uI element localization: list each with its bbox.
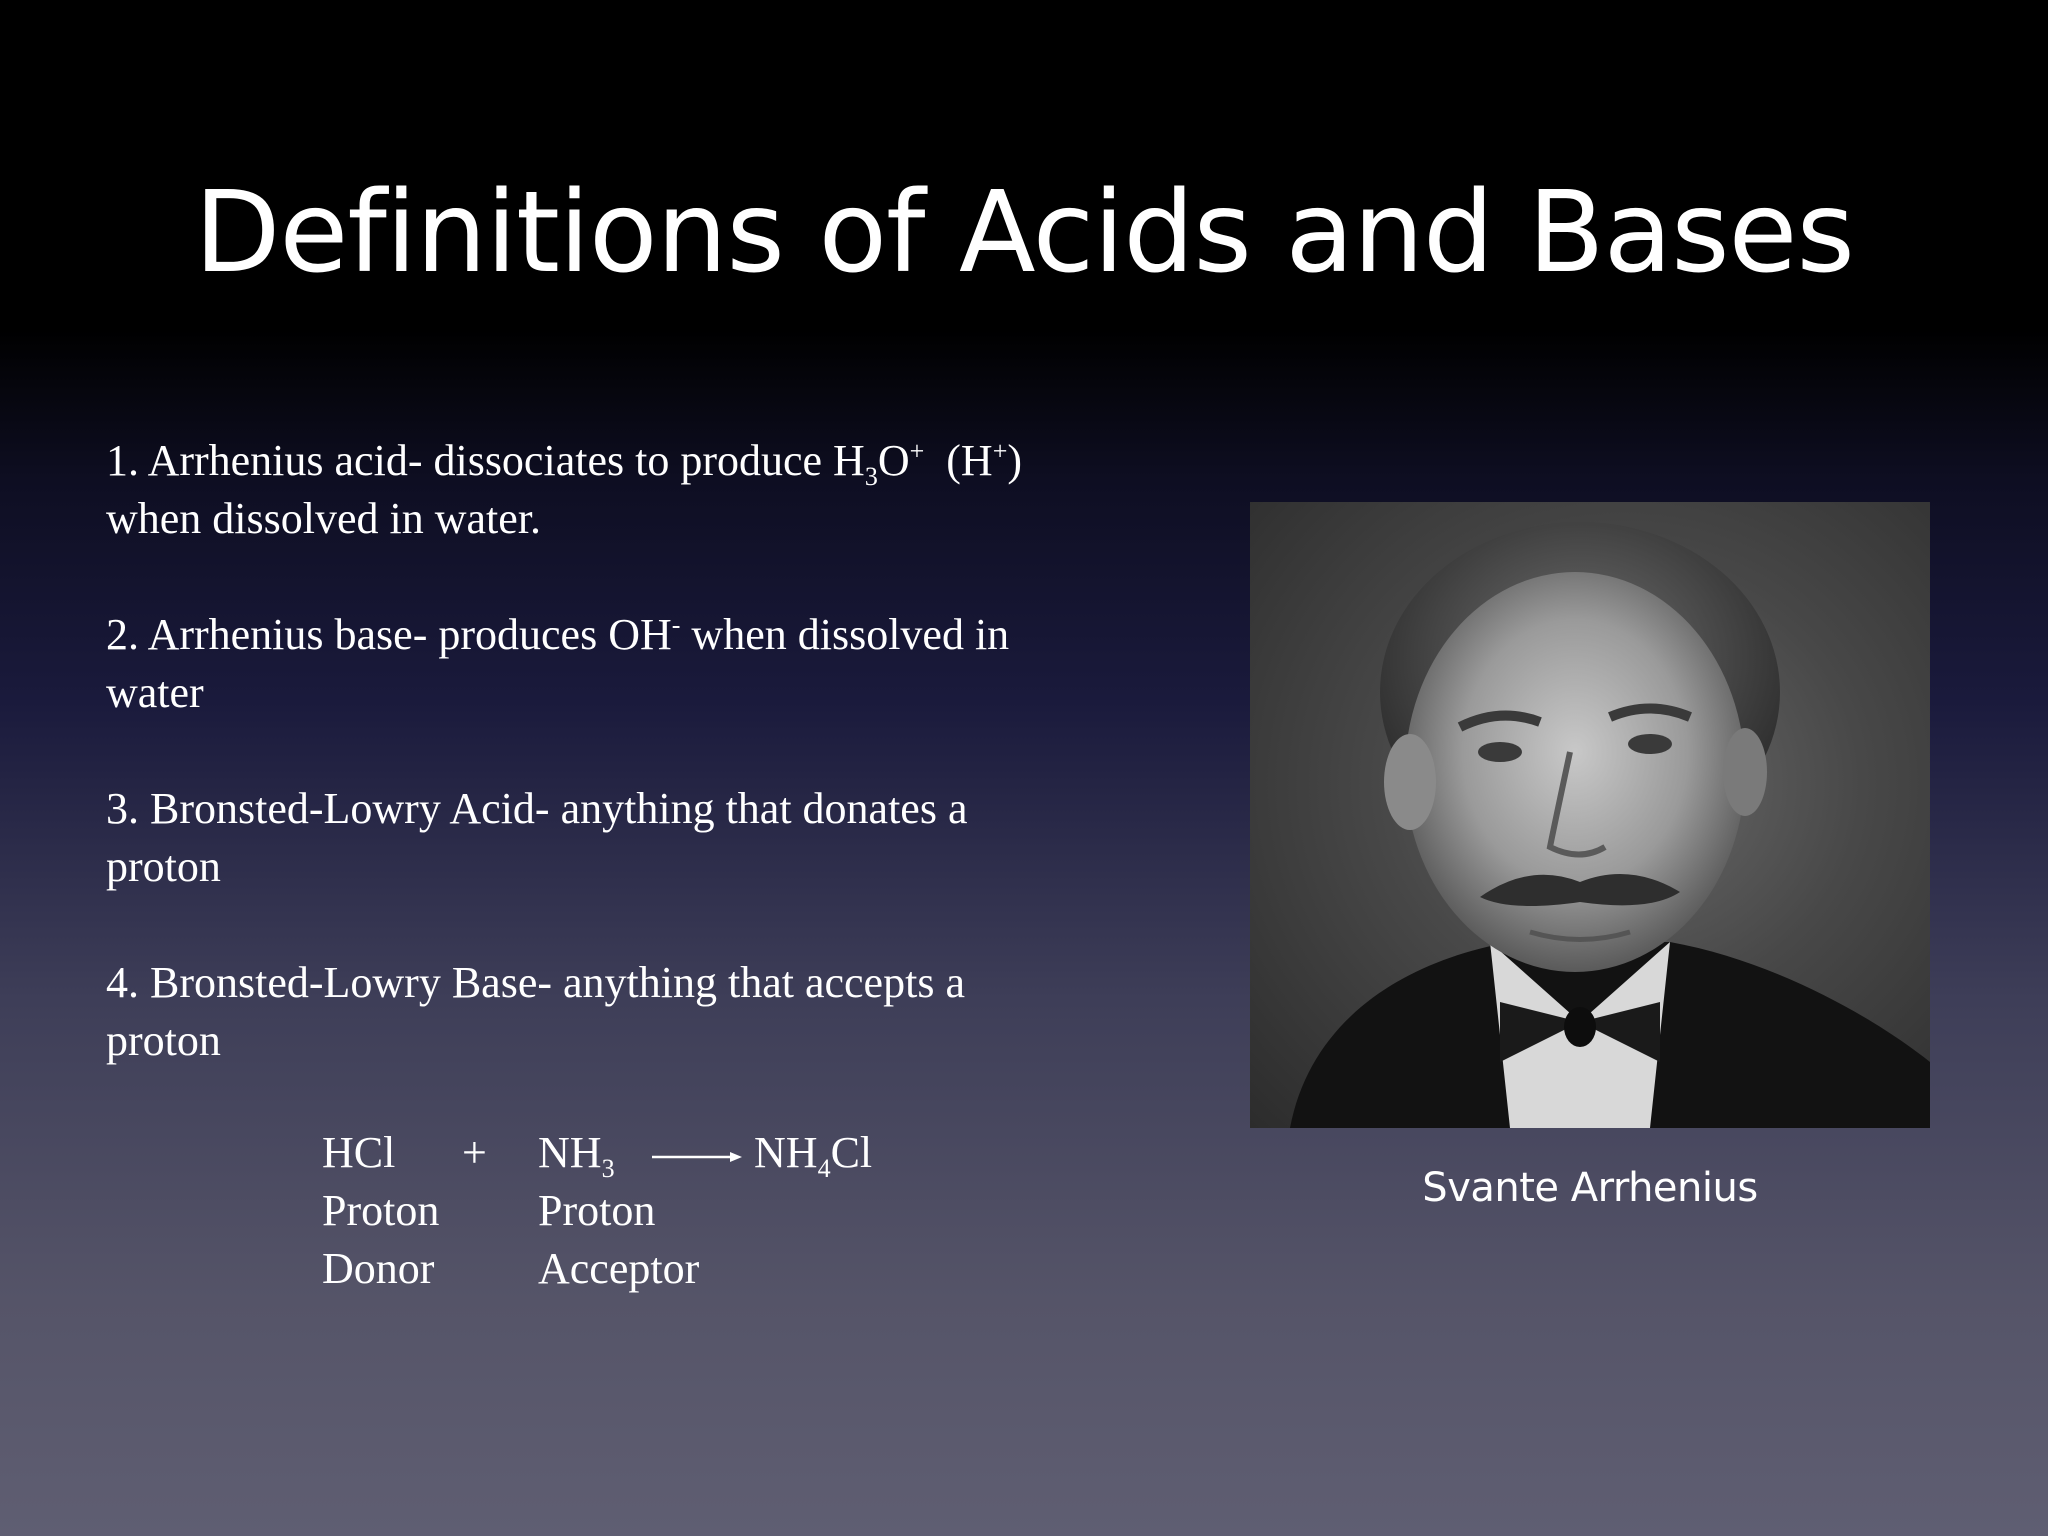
definition-line: water xyxy=(106,668,204,717)
definitions-list xyxy=(106,432,1166,1128)
definition-line: 1. Arrhenius acid- dissociates to produce $H_3O^+$ (H+) xyxy=(106,436,1023,491)
definition-line: proton xyxy=(106,1016,221,1065)
label-proton-donor-2: Donor xyxy=(322,1244,435,1293)
label-proton-acceptor-2: Acceptor xyxy=(538,1244,700,1293)
product-nh4cl: $NH_4Cl$ xyxy=(754,1128,873,1183)
slide-title: Definitions of Acids and Bases xyxy=(194,168,1854,298)
portrait-photo xyxy=(1250,502,1930,1128)
reactant-hcl: HCl xyxy=(322,1128,396,1177)
definition-arrhenius-acid xyxy=(106,432,1166,548)
definition-line: when dissolved in water. xyxy=(106,494,542,543)
portrait-illustration xyxy=(1250,502,1930,1128)
definition-line: 4. Bronsted-Lowry Base- anything that accepts a xyxy=(106,958,965,1007)
label-proton-acceptor-1: Proton xyxy=(538,1186,656,1235)
reactant-nh3: $NH_3$ xyxy=(538,1128,615,1183)
definition-line: 2. Arrhenius base- produces OH- when dissolved in xyxy=(106,610,1010,659)
portrait-caption: Svante Arrhenius xyxy=(1422,1165,1758,1211)
arrow-icon xyxy=(652,1150,742,1164)
plus-sign: + xyxy=(462,1128,487,1177)
definition-line: proton xyxy=(106,842,221,891)
definition-line: 3. Bronsted-Lowry Acid- anything that donates a xyxy=(106,784,968,833)
definition-bronsted-base xyxy=(106,954,1166,1070)
definition-bronsted-acid xyxy=(106,780,1166,896)
label-proton-donor-1: Proton xyxy=(322,1186,440,1235)
definition-arrhenius-base xyxy=(106,606,1166,722)
